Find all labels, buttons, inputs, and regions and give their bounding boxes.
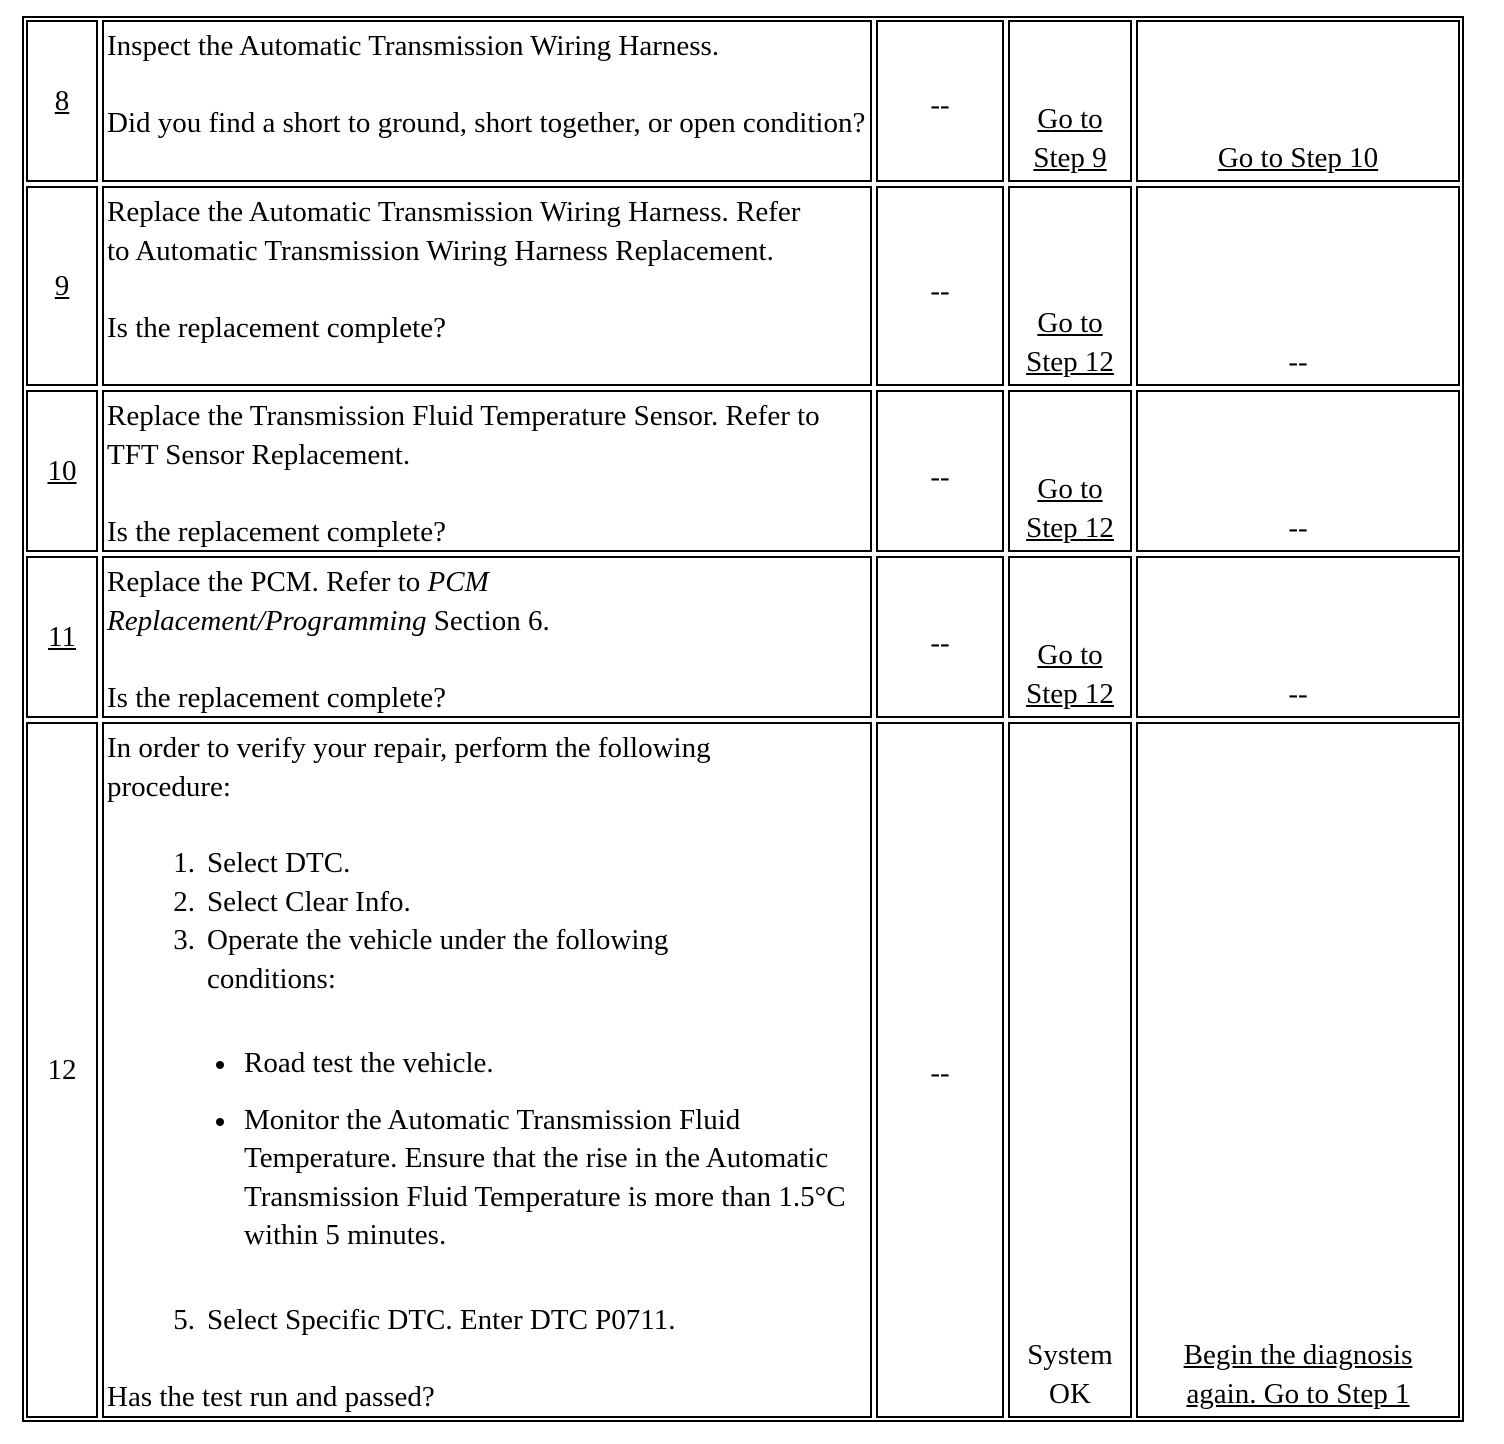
yes-link[interactable]: Go to Step 12 bbox=[1026, 473, 1114, 544]
action-reference: PCM Replacement/Programming bbox=[107, 566, 489, 637]
no-text: -- bbox=[1288, 345, 1308, 378]
yes-cell bbox=[1008, 20, 1132, 182]
action-intro: In order to verify your repair, perform the following procedure: bbox=[107, 732, 711, 803]
procedure-step bbox=[107, 921, 747, 998]
no-cell bbox=[1136, 722, 1460, 1418]
action-cell bbox=[102, 20, 872, 182]
no-cell bbox=[1136, 556, 1460, 718]
procedure-step-number: 2. bbox=[173, 885, 195, 918]
procedure-step-number: 5. bbox=[173, 1303, 195, 1336]
action-question: Is the replacement complete? bbox=[107, 515, 446, 548]
condition-item bbox=[107, 1101, 864, 1255]
action-question: Is the replacement complete? bbox=[107, 681, 446, 714]
action-cell bbox=[102, 390, 872, 552]
bullet-icon bbox=[216, 1061, 224, 1069]
value-cell bbox=[876, 390, 1004, 552]
step-link-8[interactable]: 8 bbox=[54, 84, 70, 117]
yes-link[interactable]: Go to Step 12 bbox=[1026, 307, 1114, 378]
value-cell bbox=[876, 556, 1004, 718]
yes-cell bbox=[1008, 186, 1132, 386]
step-cell bbox=[26, 722, 98, 1418]
step-cell bbox=[26, 186, 98, 386]
value-text: -- bbox=[930, 89, 950, 121]
bullet-icon bbox=[216, 1118, 224, 1126]
value-text: -- bbox=[930, 627, 950, 659]
action-cell bbox=[102, 186, 872, 386]
action-suffix: Section 6. bbox=[426, 604, 550, 637]
action-prefix: Replace the PCM. Refer to bbox=[107, 566, 428, 598]
procedure-list-continued bbox=[107, 1301, 870, 1340]
yes-text: System OK bbox=[1027, 1339, 1113, 1410]
action-question: Did you find a short to ground, short together, or open condition? bbox=[107, 107, 866, 139]
no-cell bbox=[1136, 20, 1460, 182]
action-text bbox=[107, 563, 667, 640]
step-cell bbox=[26, 20, 98, 182]
step-cell bbox=[26, 390, 98, 552]
step-link-9[interactable]: 9 bbox=[54, 269, 70, 302]
action-cell bbox=[102, 722, 872, 1418]
procedure-step-number: 3. bbox=[173, 924, 195, 956]
value-text: -- bbox=[930, 461, 950, 493]
no-link[interactable]: Begin the diagnosis again. Go to Step 1 bbox=[1183, 1339, 1413, 1410]
yes-cell bbox=[1008, 390, 1132, 552]
no-cell bbox=[1136, 390, 1460, 552]
procedure-step-text: Select Specific DTC. Enter DTC P0711. bbox=[207, 1303, 676, 1336]
condition-text: Road test the vehicle. bbox=[244, 1047, 494, 1079]
no-text: -- bbox=[1288, 677, 1308, 710]
step-link-10[interactable]: 10 bbox=[47, 454, 77, 487]
value-cell bbox=[876, 722, 1004, 1418]
no-link[interactable]: Go to Step 10 bbox=[1217, 141, 1379, 174]
procedure-step-text: Select Clear Info. bbox=[207, 885, 411, 918]
action-text: Inspect the Automatic Transmission Wiring Harness. bbox=[107, 30, 720, 62]
step-link-11[interactable]: 11 bbox=[48, 620, 76, 653]
yes-link[interactable]: Go to Step 9 bbox=[1033, 103, 1107, 174]
procedure-step-text: Select DTC. bbox=[207, 847, 351, 879]
procedure-step-text: Operate the vehicle under the following conditions: bbox=[207, 924, 669, 995]
action-cell bbox=[102, 556, 872, 718]
action-text: Replace the Automatic Transmission Wiring Harness. Refer to Automatic Transmission Wiring Harness Replacement. bbox=[107, 196, 801, 267]
condition-text: Monitor the Automatic Transmission Fluid Temperature. Ensure that the rise in the Automatic Transmission Fluid Temperature is more than 1.5°C within 5 minutes. bbox=[244, 1103, 846, 1251]
procedure-step-number: 1. bbox=[173, 847, 195, 879]
value-cell bbox=[876, 20, 1004, 182]
step-cell bbox=[26, 556, 98, 718]
yes-cell bbox=[1008, 722, 1132, 1418]
value-text: -- bbox=[930, 1057, 950, 1089]
conditions-list bbox=[107, 1044, 870, 1255]
step-number-12: 12 bbox=[47, 1053, 77, 1086]
yes-cell bbox=[1008, 556, 1132, 718]
procedure-step bbox=[107, 1301, 870, 1340]
action-text: Replace the Transmission Fluid Temperature Sensor. Refer to TFT Sensor Replacement. bbox=[107, 400, 820, 471]
action-question: Is the replacement complete? bbox=[107, 311, 446, 344]
value-text: -- bbox=[930, 275, 950, 307]
yes-link[interactable]: Go to Step 12 bbox=[1026, 639, 1114, 710]
procedure-step bbox=[107, 844, 870, 883]
value-cell bbox=[876, 186, 1004, 386]
action-question: Has the test run and passed? bbox=[107, 1380, 435, 1413]
condition-item bbox=[107, 1044, 870, 1083]
procedure-list bbox=[107, 844, 870, 998]
procedure-step bbox=[107, 883, 870, 922]
no-text: -- bbox=[1288, 511, 1308, 544]
no-cell bbox=[1136, 186, 1460, 386]
